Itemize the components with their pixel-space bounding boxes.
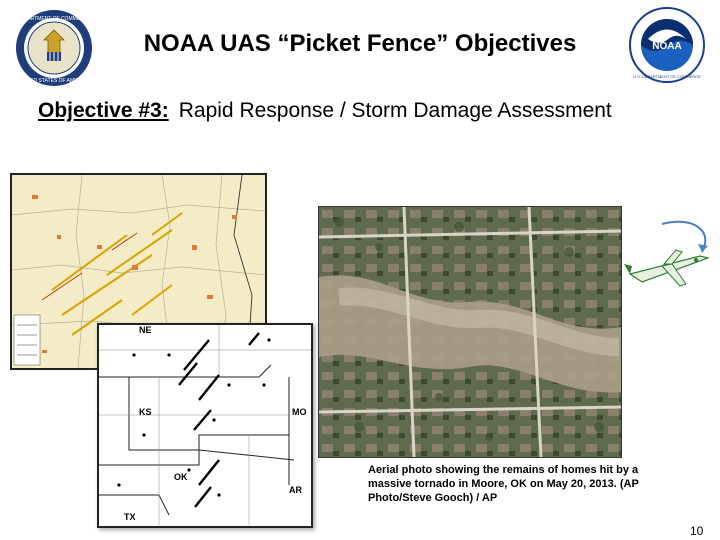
svg-text:DEPARTMENT OF COMMERCE: DEPARTMENT OF COMMERCE <box>17 16 91 22</box>
objective-label: Objective #3: <box>38 99 169 122</box>
objective-text: Rapid Response / Storm Damage Assessment <box>178 99 612 122</box>
svg-text:U.S. DEPARTMENT OF COMMERCE: U.S. DEPARTMENT OF COMMERCE <box>633 74 701 79</box>
map-state-label: MO <box>292 407 307 417</box>
department-of-commerce-seal <box>14 8 94 88</box>
photo-caption: Aerial photo showing the remains of homes hit by a massive tornado in Moore, OK on May 20, 2013. (AP Photo/Steve Gooch) / AP <box>368 464 639 504</box>
aerial-tornado-damage-photo <box>318 206 622 458</box>
page-number: 10 <box>690 524 704 538</box>
map-state-label: OK <box>174 472 188 482</box>
page-title: NOAA UAS “Picket Fence” Objectives <box>143 30 577 57</box>
map-state-label: NE <box>139 325 152 335</box>
noaa-logo <box>628 6 706 84</box>
map-state-label: KS <box>139 407 152 417</box>
svg-text:NOAA: NOAA <box>652 41 682 52</box>
map-state-label: AR <box>289 485 302 495</box>
uas-aircraft-icon <box>622 216 718 296</box>
map-state-label: TX <box>124 512 136 522</box>
svg-text:UNITED STATES OF AMERICA: UNITED STATES OF AMERICA <box>18 78 90 84</box>
tornado-track-map-plains <box>97 323 313 528</box>
objective-heading <box>38 99 612 123</box>
